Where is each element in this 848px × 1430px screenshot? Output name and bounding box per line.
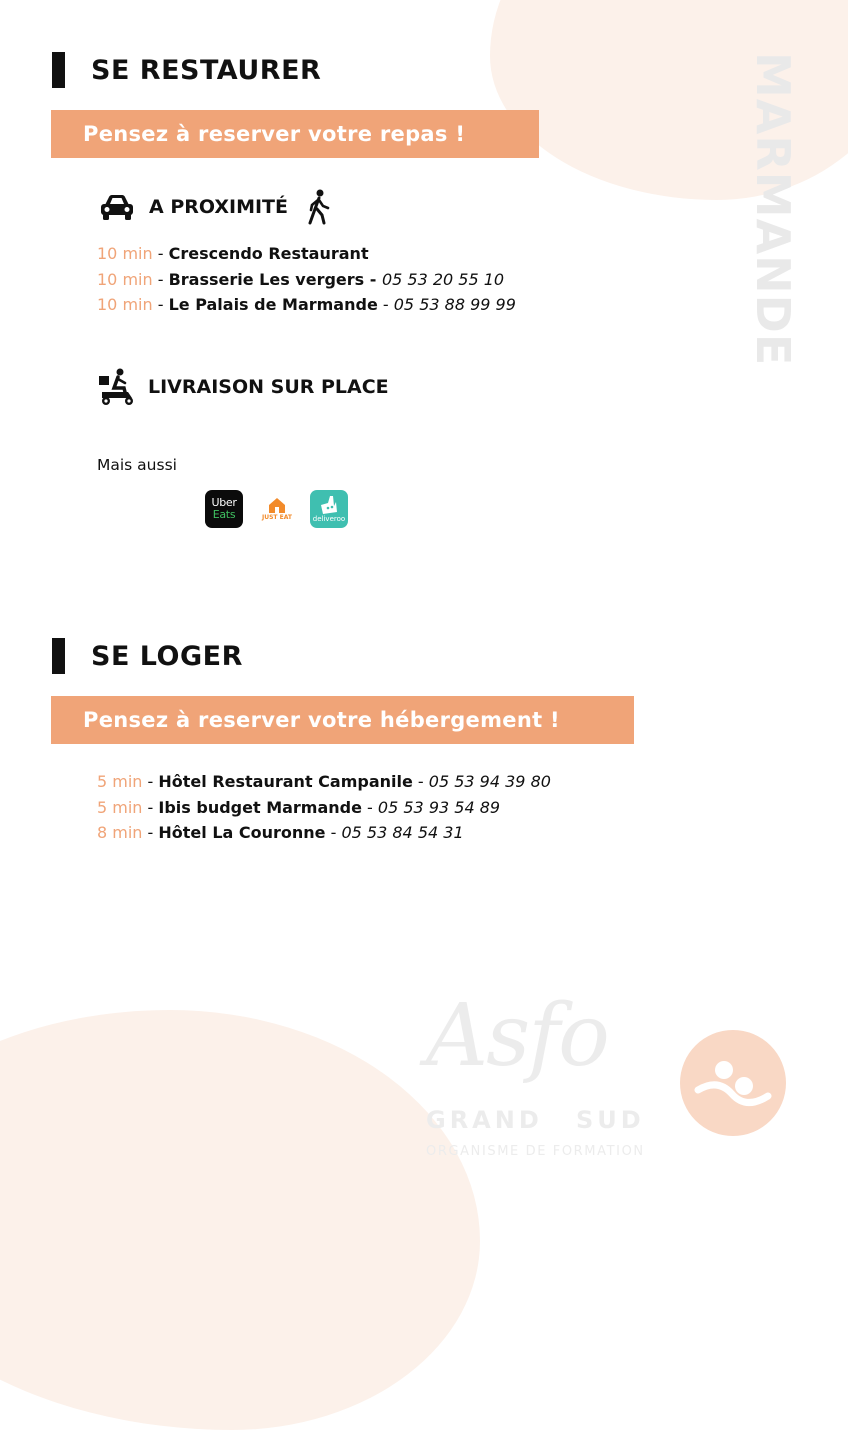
title-bar (52, 638, 65, 674)
decorative-blob-bottom (0, 1010, 480, 1430)
list-item: 5 min - Ibis budget Marmande - 05 53 93 54 89 (97, 797, 501, 817)
house-icon (267, 496, 287, 514)
people-icon (680, 1030, 786, 1136)
banner-hebergement: Pensez à reserver votre hébergement ! (51, 696, 634, 744)
section-title-restaurer (52, 52, 321, 88)
banner-repas: Pensez à reserver votre repas ! (51, 110, 539, 158)
mais-aussi-text: Mais aussi (97, 456, 177, 474)
brand-script: Asfo (426, 986, 608, 1086)
asfo-grand-sud-logo (424, 986, 804, 1166)
list-item: 5 min - Hôtel Restaurant Campanile - 05 53 94 39 80 (97, 772, 551, 791)
section-title-text: SE LOGER (91, 640, 243, 672)
list-item: 8 min - Hôtel La Couronne - 05 53 84 54 31 (97, 823, 464, 842)
kangaroo-icon (319, 495, 339, 515)
list-item: 10 min - Crescendo Restaurant (97, 244, 369, 263)
subhead-proximite (99, 189, 332, 225)
brand-tagline: ORGANISME DE FORMATION (426, 1144, 645, 1159)
delivery-scooter-icon (98, 368, 136, 406)
list-item: 10 min - Le Palais de Marmande - 05 53 88 99 99 (97, 295, 516, 314)
brand-line2: SUD (576, 1106, 645, 1134)
section-title-text: SE RESTAURER (91, 54, 322, 86)
proximite-label: A PROXIMITÉ (149, 196, 288, 218)
side-title: MARMANDE (746, 52, 800, 367)
restaurant-list (97, 244, 516, 321)
subhead-livraison (98, 368, 389, 406)
livraison-label: LIVRAISON SUR PLACE (148, 376, 389, 398)
title-bar (52, 52, 65, 88)
deliveroo-logo[interactable]: deliveroo (310, 490, 348, 528)
hotel-list (97, 772, 551, 849)
just-eat-logo[interactable]: JUST EAT (258, 490, 296, 528)
walking-icon (306, 189, 332, 225)
brand-circle (680, 1030, 786, 1136)
uber-eats-logo[interactable]: Uber Eats (205, 490, 243, 528)
list-item: 10 min - Brasserie Les vergers - 05 53 20 55 10 (97, 269, 505, 289)
car-icon (99, 193, 135, 221)
section-title-loger (52, 638, 243, 674)
brand-line1: GRAND (426, 1106, 543, 1134)
